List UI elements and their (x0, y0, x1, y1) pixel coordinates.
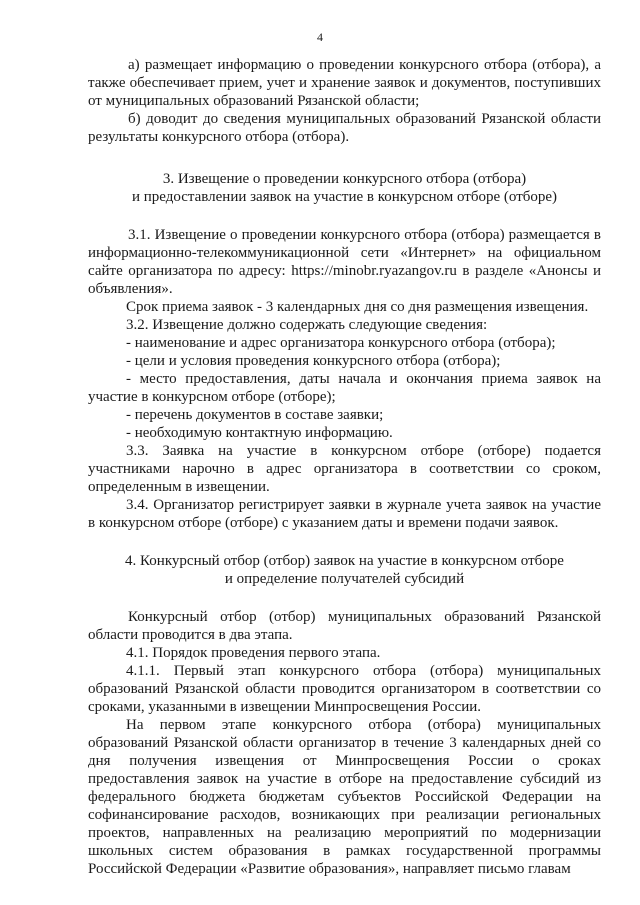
paragraph-3-1: 3.1. Извещение о проведении конкурсного отбора (отбора) размещается в информационно-телекоммуникационной сети «Интернет» на официальном сайте организатора по адресу: https://minobr.ryazangov.ru в разделе «Анонсы и объявления». (88, 227, 601, 297)
paragraph-3-3: 3.3. Заявка на участие в конкурсном отборе (отборе) подается участниками нарочно в адрес организатора в соответствии со сроком, определенным в извещении. (88, 443, 601, 495)
page-number: 4 (317, 30, 323, 44)
paragraph-4-1-1: 4.1.1. Первый этап конкурсного отбора (отбора) муниципальных образований Рязанской области проводится организатором в соответствии со сроками, указанными в извещении Минпросвещения России. (88, 663, 601, 715)
document-body (88, 56, 601, 878)
item-b-paragraph: б) доводит до сведения муниципальных образований Рязанской области результаты конкурсного отбора (отбора). (88, 111, 601, 145)
paragraph-3-4: 3.4. Организатор регистрирует заявки в журнале учета заявок на участие в конкурсном отборе (отборе) с указанием даты и времени подачи заявок. (88, 497, 601, 531)
section4-heading-line2: и определение получателей субсидий (224, 571, 465, 587)
item-a-paragraph: а) размещает информацию о проведении конкурсного отбора (отбора), а также обеспечивает прием, учет и хранение заявок и документов, поступивших от муниципальных образований Рязанской области; (88, 57, 601, 109)
paragraph-3-2: 3.2. Извещение должно содержать следующие сведения: (126, 317, 488, 333)
list-item: - необходимую контактную информацию. (126, 425, 393, 441)
section3-heading-line1: 3. Извещение о проведении конкурсного отбора (отбора) (162, 171, 527, 187)
list-item: - наименование и адрес организатора конкурсного отбора (отбора); (126, 335, 556, 351)
paragraph-4-1: 4.1. Порядок проведения первого этапа. (126, 645, 381, 661)
section4-heading-line1: 4. Конкурсный отбор (отбор) заявок на участие в конкурсном отборе (125, 553, 564, 569)
list-item: - перечень документов в составе заявки; (126, 407, 384, 423)
list-item: - место предоставления, даты начала и окончания приема заявок на участие в конкурсном отборе (отборе); (88, 371, 601, 405)
first-stage-paragraph: На первом этапе конкурсного отбора (отбора) муниципальных образований Рязанской области организатор в течение 3 календарных дней со дня получения извещения от Минпросвещения России о сроках предоставления заявок на участие в отборе на предоставление субсидий из федерального бюджета бюджетам субъектов Российской Федерации на софинансирование расходов, возникающих при реализации региональных проектов, направленных на реализацию мероприятий по модернизации школьных систем образования в рамках государственной программы Российской Федерации «Развитие образования», направляет письмо главам (88, 717, 601, 877)
list-item: - цели и условия проведения конкурсного отбора (отбора); (126, 353, 501, 369)
section4-intro-paragraph: Конкурсный отбор (отбор) муниципальных образований Рязанской области проводится в два этапа. (88, 609, 601, 643)
section3-heading-line2: и предоставлении заявок на участие в конкурсном отборе (отборе) (131, 189, 558, 205)
deadline-paragraph: Срок приема заявок - 3 календарных дня со дня размещения извещения. (126, 299, 589, 315)
